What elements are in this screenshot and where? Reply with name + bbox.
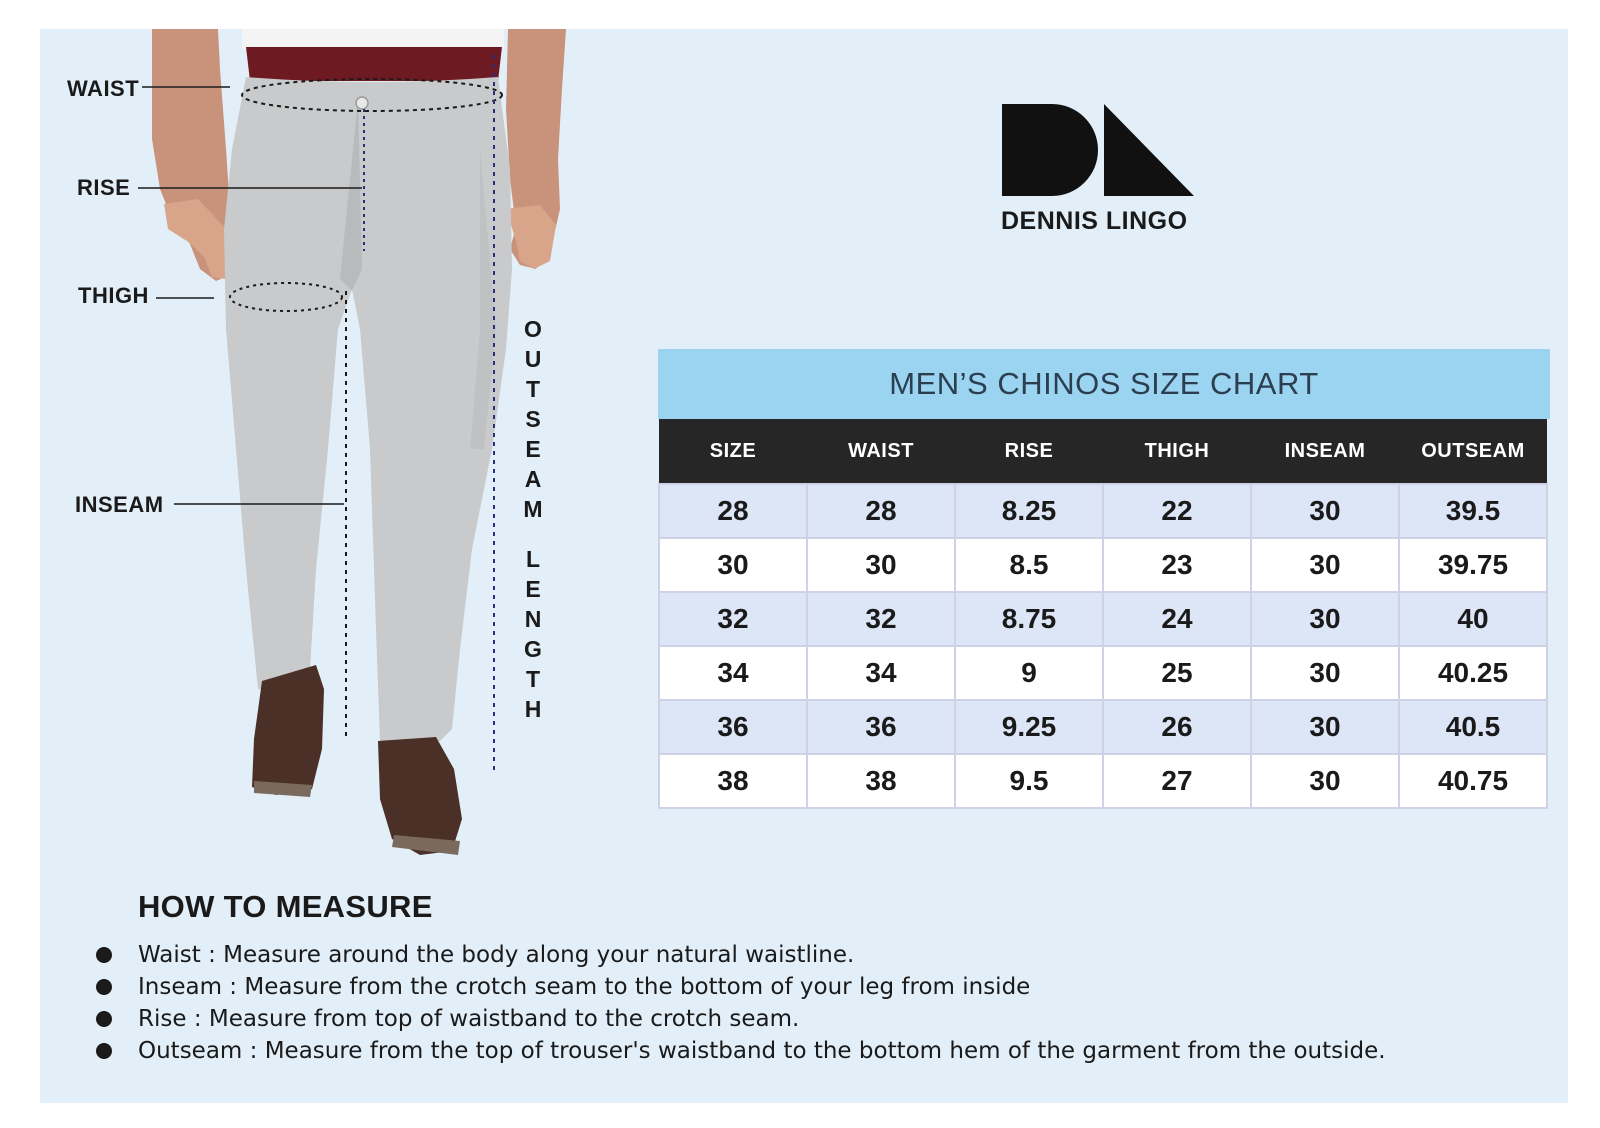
rise-label: RISE [77, 175, 131, 200]
outseam-letter: O [524, 316, 542, 342]
table-cell: 26 [1103, 700, 1251, 754]
outseam-letter: H [524, 696, 542, 722]
how-to-measure-text: Rise : Measure from top of waistband to the crotch seam. [138, 1006, 800, 1032]
table-cell: 9 [955, 646, 1103, 700]
outseam-letter: E [525, 436, 541, 462]
table-row [659, 484, 1547, 538]
size-chart [658, 349, 1550, 809]
table-cell: 22 [1103, 484, 1251, 538]
how-to-measure-item [96, 939, 1386, 971]
bullet-icon [96, 1043, 112, 1059]
table-cell: 40.5 [1399, 700, 1547, 754]
column-header-rise: RISE [955, 419, 1103, 484]
table-cell: 30 [1251, 484, 1399, 538]
how-to-measure-item [96, 1003, 1386, 1035]
table-cell: 32 [807, 592, 955, 646]
outseam-letter: A [524, 466, 542, 492]
how-to-measure-text: Waist : Measure around the body along your natural waistline. [138, 942, 855, 968]
column-header-thigh: THIGH [1103, 419, 1251, 484]
table-cell: 38 [659, 754, 807, 808]
chart-title: MEN’S CHINOS SIZE CHART [658, 349, 1550, 419]
table-row [659, 700, 1547, 754]
inseam-label: INSEAM [75, 492, 164, 517]
outseam-letter: L [525, 546, 541, 572]
how-to-measure-item [96, 1035, 1386, 1067]
bullet-icon [96, 979, 112, 995]
column-header-size: SIZE [659, 419, 807, 484]
column-header-waist: WAIST [807, 419, 955, 484]
waist-label: WAIST [67, 76, 140, 101]
table-cell: 30 [1251, 754, 1399, 808]
table-cell: 36 [659, 700, 807, 754]
table-cell: 9.5 [955, 754, 1103, 808]
table-cell: 40.25 [1399, 646, 1547, 700]
outseam-letter: T [525, 666, 541, 692]
bullet-icon [96, 947, 112, 963]
how-to-measure-item [96, 971, 1386, 1003]
table-row [659, 592, 1547, 646]
brand-name: DENNIS LINGO [1001, 207, 1188, 235]
outseam-letter: N [524, 606, 542, 632]
model-illustration [40, 29, 660, 909]
table-cell: 23 [1103, 538, 1251, 592]
table-cell: 8.5 [955, 538, 1103, 592]
table-cell: 30 [1251, 646, 1399, 700]
table-cell: 30 [807, 538, 955, 592]
outseam-letter [518, 524, 548, 544]
table-cell: 8.75 [955, 592, 1103, 646]
outseam-letter: S [525, 406, 541, 432]
thigh-label: THIGH [78, 283, 149, 308]
column-header-inseam: INSEAM [1251, 419, 1399, 484]
table-cell: 30 [1251, 700, 1399, 754]
table-cell: 30 [1251, 592, 1399, 646]
table-cell: 40.75 [1399, 754, 1547, 808]
table-cell: 30 [659, 538, 807, 592]
table-cell: 36 [807, 700, 955, 754]
table-cell: 32 [659, 592, 807, 646]
table-row [659, 646, 1547, 700]
table-cell: 39.5 [1399, 484, 1547, 538]
outseam-length-label [518, 314, 548, 724]
outseam-letter: G [524, 636, 542, 662]
table-cell: 39.75 [1399, 538, 1547, 592]
table-cell: 8.25 [955, 484, 1103, 538]
table-cell: 28 [807, 484, 955, 538]
table-body [659, 484, 1547, 808]
table-cell: 34 [807, 646, 955, 700]
outseam-letter: T [525, 376, 541, 402]
size-chart-panel [40, 29, 1568, 1103]
table-cell: 28 [659, 484, 807, 538]
table-cell: 25 [1103, 646, 1251, 700]
dl-monogram-icon [1002, 104, 1242, 201]
table-header-row [659, 419, 1547, 484]
table-row [659, 754, 1547, 808]
how-to-measure-text: Outseam : Measure from the top of trouser's waistband to the bottom hem of the garment from the outside. [138, 1038, 1386, 1064]
model-figure [40, 29, 660, 909]
table-row [659, 538, 1547, 592]
column-header-outseam: OUTSEAM [1399, 419, 1547, 484]
table-cell: 38 [807, 754, 955, 808]
how-to-measure-title: HOW TO MEASURE [138, 889, 433, 924]
table-cell: 34 [659, 646, 807, 700]
how-to-measure-list [96, 939, 1386, 1067]
table-cell: 9.25 [955, 700, 1103, 754]
table-cell: 24 [1103, 592, 1251, 646]
table-cell: 27 [1103, 754, 1251, 808]
outseam-letter: E [525, 576, 541, 602]
size-table [658, 419, 1548, 809]
table-cell: 40 [1399, 592, 1547, 646]
table-cell: 30 [1251, 538, 1399, 592]
outseam-letter: M [523, 496, 543, 522]
bullet-icon [96, 1011, 112, 1027]
outseam-letter: U [524, 346, 542, 372]
how-to-measure-text: Inseam : Measure from the crotch seam to the bottom of your leg from inside [138, 974, 1031, 1000]
